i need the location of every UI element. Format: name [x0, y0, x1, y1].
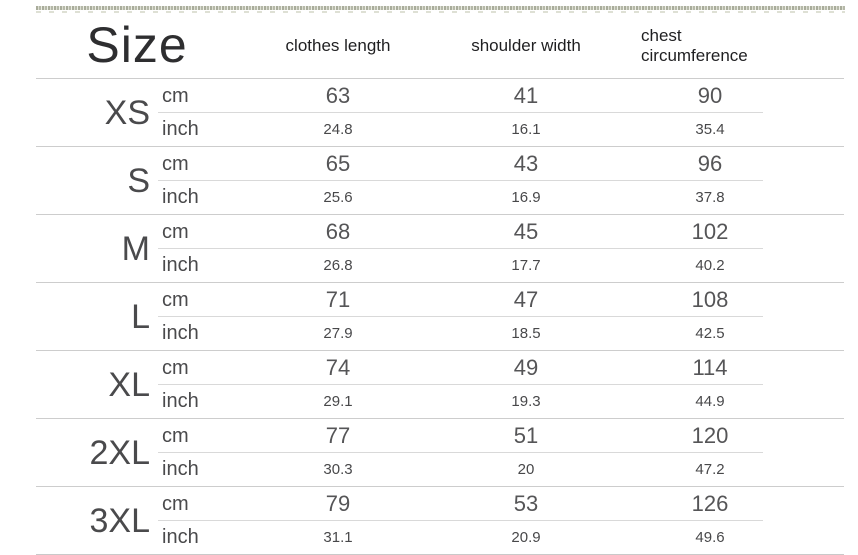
value-clothes-length-inch: 29.1 — [323, 392, 353, 410]
value-chest-circumference-inch: 40.2 — [695, 256, 725, 274]
unit-label-cm: cm — [162, 220, 189, 243]
value-chest-circumference-cm: 114 — [692, 354, 728, 380]
size-label: 3XL — [89, 501, 150, 540]
cm-inch-divider — [158, 112, 763, 113]
value-chest-circumference-cm: 90 — [697, 82, 723, 108]
cm-inch-divider — [158, 452, 763, 453]
value-clothes-length-inch: 31.1 — [323, 528, 353, 546]
size-label: S — [127, 161, 150, 200]
value-shoulder-width-cm: 41 — [513, 82, 539, 108]
value-chest-circumference-inch: 42.5 — [695, 324, 725, 342]
table-row-m — [36, 214, 844, 282]
value-shoulder-width-inch: 18.5 — [511, 324, 541, 342]
unit-label-cm: cm — [162, 356, 189, 379]
value-shoulder-width-inch: 17.7 — [511, 256, 541, 274]
value-chest-circumference-inch: 49.6 — [695, 528, 725, 546]
value-clothes-length-cm: 68 — [325, 218, 351, 244]
unit-label-inch: inch — [162, 254, 199, 277]
size-label: M — [121, 229, 150, 268]
value-shoulder-width-cm: 53 — [513, 490, 539, 516]
value-clothes-length-cm: 77 — [325, 422, 351, 448]
unit-label-inch: inch — [162, 322, 199, 345]
unit-label-inch: inch — [162, 458, 199, 481]
cm-inch-divider — [158, 248, 763, 249]
value-clothes-length-inch: 24.8 — [323, 120, 353, 138]
unit-label-inch: inch — [162, 118, 199, 141]
value-clothes-length-cm: 74 — [325, 354, 351, 380]
value-clothes-length-cm: 63 — [325, 82, 351, 108]
top-hatched-divider — [36, 6, 845, 10]
unit-label-inch: inch — [162, 186, 199, 209]
value-shoulder-width-cm: 49 — [513, 354, 539, 380]
value-clothes-length-cm: 79 — [325, 490, 351, 516]
value-clothes-length-cm: 71 — [325, 286, 351, 312]
value-chest-circumference-cm: 108 — [691, 286, 729, 312]
size-label: L — [131, 297, 150, 336]
table-row-xl — [36, 350, 844, 418]
value-chest-circumference-inch: 44.9 — [695, 392, 725, 410]
unit-label-cm: cm — [162, 84, 189, 107]
value-shoulder-width-cm: 43 — [513, 150, 539, 176]
value-shoulder-width-cm: 45 — [513, 218, 539, 244]
value-chest-circumference-cm: 102 — [691, 218, 729, 244]
table-row-2xl — [36, 418, 844, 486]
value-clothes-length-inch: 30.3 — [323, 460, 353, 478]
value-shoulder-width-inch: 20.9 — [511, 528, 541, 546]
column-header-clothes-length: clothes length — [285, 35, 391, 55]
size-label: XS — [104, 93, 150, 132]
column-header-chest-circumference: chest circumference — [641, 25, 748, 65]
value-shoulder-width-inch: 16.9 — [511, 188, 541, 206]
size-label: 2XL — [89, 433, 150, 472]
unit-label-cm: cm — [162, 288, 189, 311]
cm-inch-divider — [158, 520, 763, 521]
value-clothes-length-cm: 65 — [325, 150, 351, 176]
value-chest-circumference-cm: 120 — [691, 422, 729, 448]
top-hatched-divider-sub — [36, 11, 845, 13]
unit-label-cm: cm — [162, 492, 189, 515]
value-clothes-length-inch: 26.8 — [323, 256, 353, 274]
unit-label-inch: inch — [162, 390, 199, 413]
size-label: XL — [108, 365, 150, 404]
value-shoulder-width-cm: 51 — [513, 422, 539, 448]
value-shoulder-width-inch: 20 — [517, 460, 535, 478]
table-title: Size — [86, 17, 188, 73]
value-chest-circumference-inch: 37.8 — [695, 188, 725, 206]
cm-inch-divider — [158, 316, 763, 317]
table-row-s — [36, 146, 844, 214]
cm-inch-divider — [158, 180, 763, 181]
table-row-l — [36, 282, 844, 350]
cm-inch-divider — [158, 384, 763, 385]
column-header-shoulder-width: shoulder width — [471, 35, 581, 55]
unit-label-cm: cm — [162, 152, 189, 175]
table-row-xs — [36, 78, 844, 146]
value-shoulder-width-cm: 47 — [513, 286, 539, 312]
size-chart-table — [36, 14, 844, 555]
unit-label-inch: inch — [162, 526, 199, 549]
value-shoulder-width-inch: 19.3 — [511, 392, 541, 410]
value-chest-circumference-inch: 35.4 — [695, 120, 725, 138]
table-row-3xl — [36, 486, 844, 554]
table-header — [36, 14, 844, 78]
value-clothes-length-inch: 25.6 — [323, 188, 353, 206]
value-chest-circumference-inch: 47.2 — [695, 460, 725, 478]
value-chest-circumference-cm: 96 — [697, 150, 723, 176]
value-chest-circumference-cm: 126 — [691, 490, 729, 516]
unit-label-cm: cm — [162, 424, 189, 447]
value-clothes-length-inch: 27.9 — [323, 324, 353, 342]
value-shoulder-width-inch: 16.1 — [511, 120, 541, 138]
